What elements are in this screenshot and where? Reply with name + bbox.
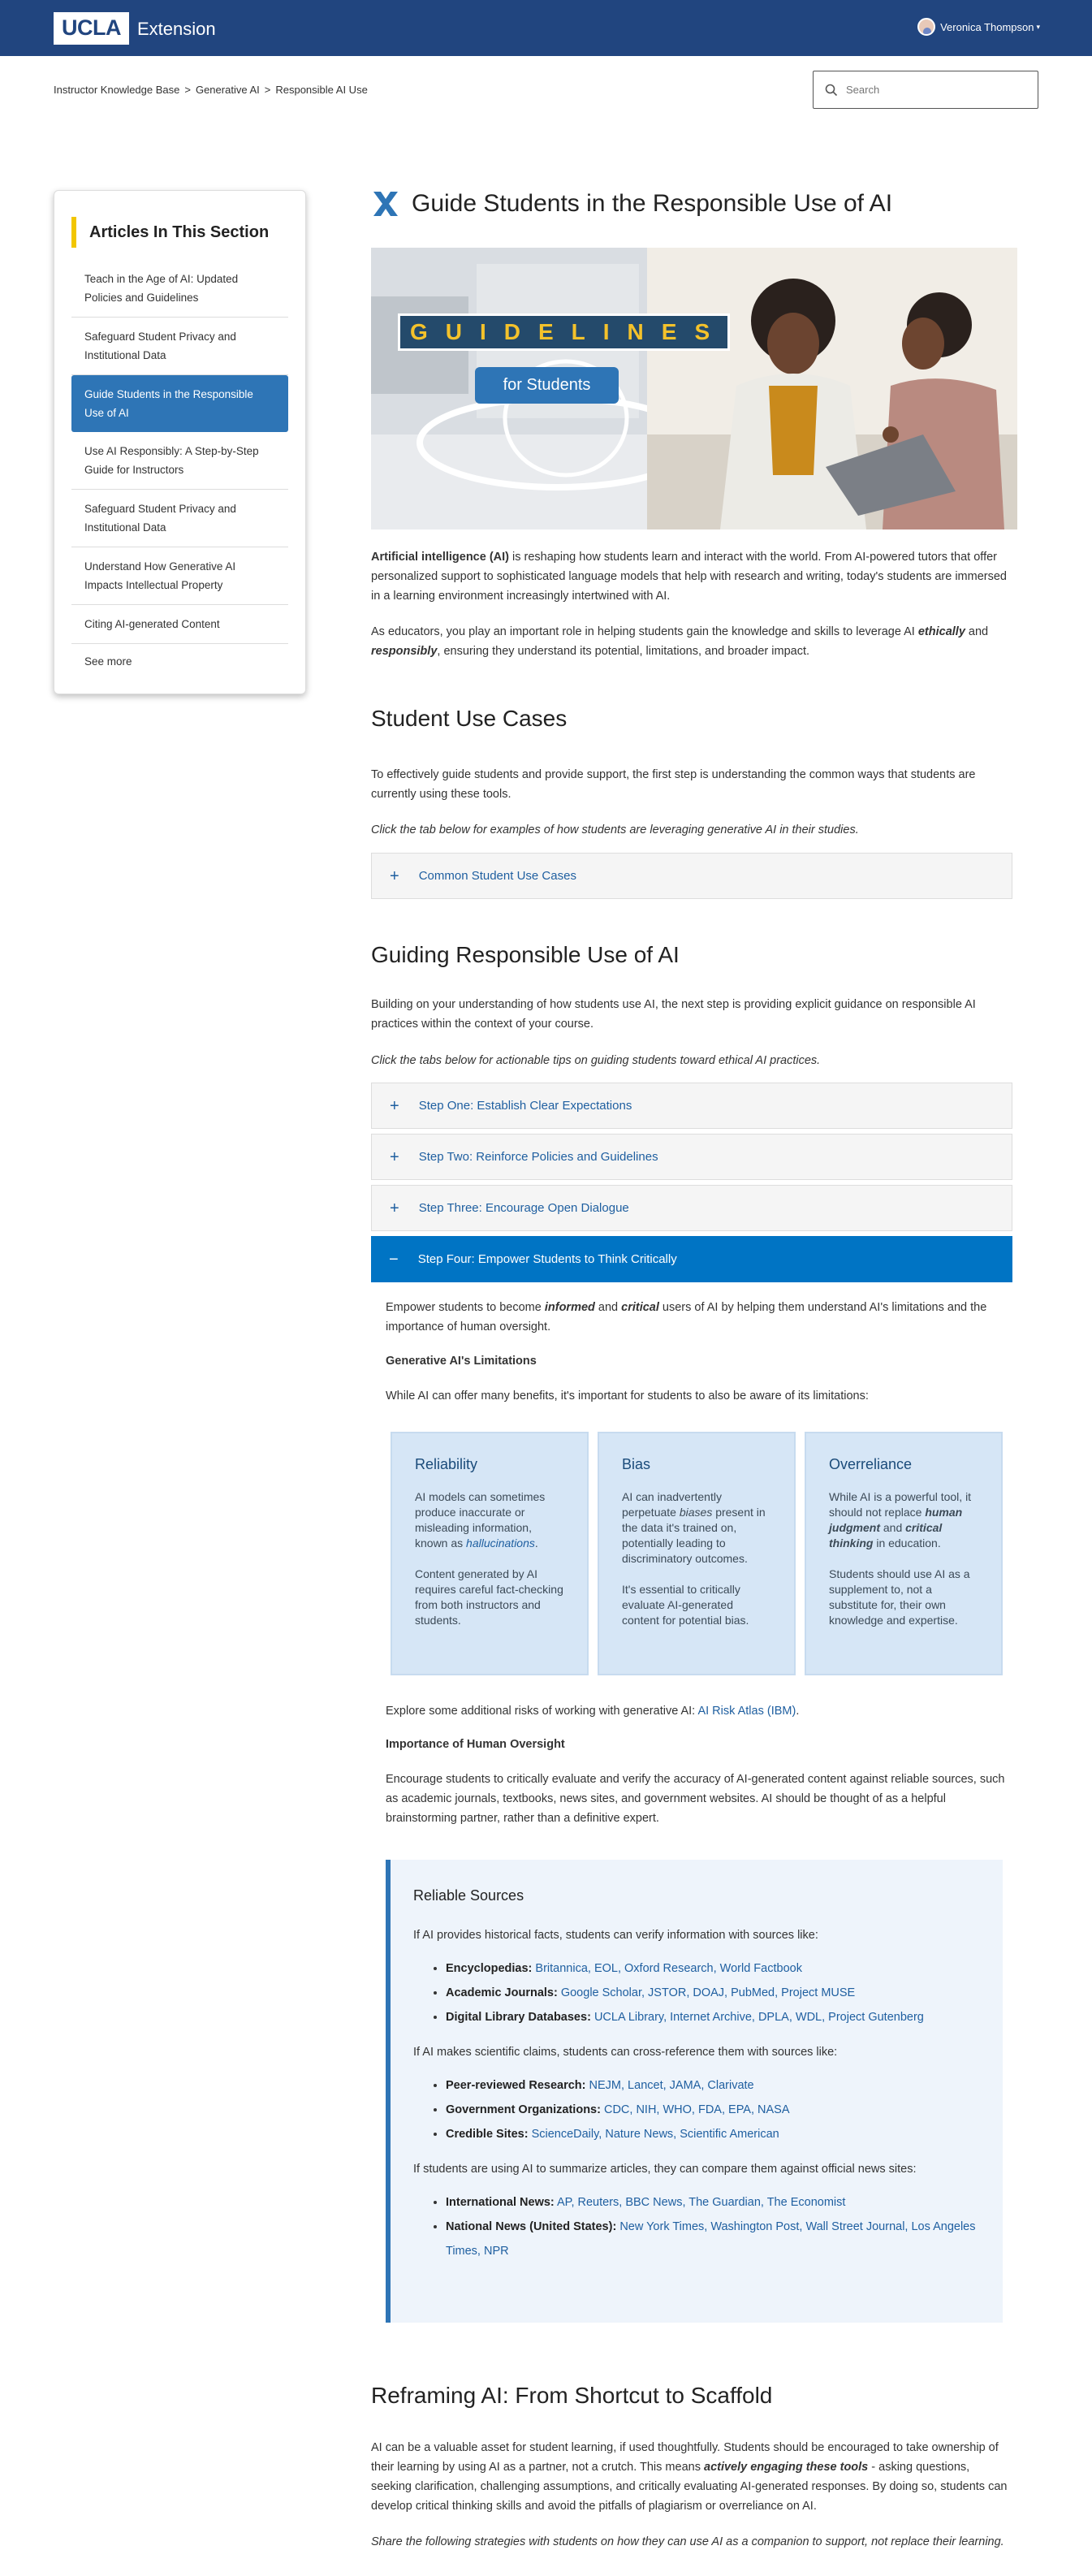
intro-paragraph-2 bbox=[371, 622, 1012, 661]
search-box[interactable] bbox=[813, 71, 1038, 109]
for-students-text: for Students bbox=[503, 376, 591, 394]
card-title: Overreliance bbox=[829, 1456, 913, 1472]
ucla-extension-logo[interactable] bbox=[54, 12, 216, 45]
search-input[interactable] bbox=[846, 84, 1025, 96]
list-item-label: Encyclopedias: bbox=[446, 1962, 533, 1975]
list-item bbox=[446, 1981, 980, 2005]
intro-2-text-c: and bbox=[965, 625, 989, 638]
credible-site-links[interactable]: ScienceDaily, Nature News, Scientific American bbox=[531, 2128, 779, 2141]
card-text bbox=[829, 1489, 978, 1551]
breadcrumb-knowledge-base[interactable]: Instructor Knowledge Base bbox=[54, 84, 180, 96]
use-cases-instruction: Click the tab below for examples of how students are leveraging generative AI in their studies. bbox=[371, 823, 859, 836]
accordion-step-three[interactable] bbox=[371, 1185, 1012, 1231]
sidebar-title: Articles In This Section bbox=[71, 217, 288, 248]
card-text-c: present in the data it's trained on, potentially leading to discriminatory outcomes. bbox=[622, 1506, 766, 1565]
limitations-heading: Generative AI's Limitations bbox=[386, 1355, 537, 1368]
news-sources-list bbox=[446, 2190, 980, 2263]
logo-extension-text: Extension bbox=[137, 19, 216, 39]
limitations-intro: While AI can offer many benefits, it's important for students to also be aware of its limitations: bbox=[386, 1390, 869, 1403]
article-title-row bbox=[371, 189, 892, 218]
minus-icon: − bbox=[389, 1250, 399, 1269]
critical-thinking-term: critical thinking bbox=[829, 1521, 943, 1549]
list-item bbox=[446, 2190, 980, 2215]
see-more-link[interactable]: See more bbox=[84, 655, 132, 668]
list-item-label: Government Organizations: bbox=[446, 2103, 601, 2116]
card-text-a: AI models can sometimes produce inaccurate or misleading information, known as bbox=[415, 1490, 546, 1549]
list-item bbox=[446, 2122, 980, 2146]
breadcrumb-generative-ai[interactable]: Generative AI bbox=[195, 84, 260, 96]
accordion-label: Step Four: Empower Students to Think Critically bbox=[417, 1252, 677, 1266]
breadcrumb-separator: > bbox=[184, 84, 191, 96]
card-text-2: Students should use AI as a supplement to, not a substitute for, their own knowledge and expertise. bbox=[829, 1567, 970, 1627]
sidebar-item-citing-ai[interactable]: Citing AI-generated Content bbox=[71, 605, 288, 644]
page-title: Guide Students in the Responsible Use of AI bbox=[412, 190, 893, 217]
reliable-sources-box bbox=[386, 1860, 1003, 2323]
intro-bold-term: Artificial intelligence (AI) bbox=[371, 551, 509, 564]
international-news-links[interactable]: AP, Reuters, BBC News, The Guardian, The Economist bbox=[556, 2196, 846, 2209]
intro-1-text: is reshaping how students learn and interact with the world. From AI-powered tutors that offer personalized support to sophisticated language models that help with research and writing, today's students are immersed in a learning environment increasingly intertwined with AI. bbox=[371, 551, 1007, 603]
intro-paragraph-1 bbox=[371, 547, 1012, 606]
reliable-sources-title: Reliable Sources bbox=[413, 1887, 524, 1904]
card-bias bbox=[598, 1432, 796, 1675]
list-item-label: Credible Sites: bbox=[446, 2128, 529, 2141]
sidebar-item-guide-students[interactable]: Guide Students in the Responsible Use of AI bbox=[71, 375, 288, 432]
breadcrumb bbox=[54, 84, 368, 96]
card-text-2: It's essential to critically evaluate AI-generated content for potential bias. bbox=[622, 1583, 749, 1627]
logo-ucla-text: UCLA bbox=[54, 12, 129, 45]
step4-critical: critical bbox=[621, 1301, 659, 1314]
academic-journal-links[interactable]: Google Scholar, JSTOR, DOAJ, PubMed, Project MUSE bbox=[560, 1986, 856, 1999]
encyclopedia-links[interactable]: Britannica, EOL, Oxford Research, World Factbook bbox=[535, 1962, 802, 1975]
biases-term: biases bbox=[679, 1506, 713, 1519]
reframing-heading: Reframing AI: From Shortcut to Scaffold bbox=[371, 2383, 773, 2408]
list-item-label: International News: bbox=[446, 2196, 555, 2209]
list-item-label: Digital Library Databases: bbox=[446, 2011, 591, 2024]
sidebar-item-intellectual-property[interactable]: Understand How Generative AI Impacts Intellectual Property bbox=[71, 547, 288, 605]
risk-atlas-paragraph bbox=[386, 1701, 1011, 1721]
breadcrumb-responsible-ai-use[interactable]: Responsible AI Use bbox=[275, 84, 368, 96]
card-text bbox=[415, 1489, 564, 1551]
accordion-label: Step One: Establish Clear Expectations bbox=[418, 1099, 632, 1113]
card-overreliance bbox=[805, 1432, 1003, 1675]
list-item bbox=[446, 2098, 980, 2122]
sidebar-item-safeguard-privacy-2[interactable]: Safeguard Student Privacy and Institutional Data bbox=[71, 490, 288, 547]
student-use-cases-heading: Student Use Cases bbox=[371, 706, 568, 731]
card-text-a: AI can inadvertently perpetuate bbox=[622, 1490, 722, 1519]
step4-informed: informed bbox=[544, 1301, 595, 1314]
scientific-sources-list bbox=[446, 2073, 980, 2146]
articles-sidebar bbox=[54, 190, 306, 694]
list-item bbox=[446, 2073, 980, 2098]
user-menu[interactable] bbox=[917, 18, 1040, 36]
x-icon bbox=[371, 189, 400, 218]
government-org-links[interactable]: CDC, NIH, WHO, FDA, EPA, NASA bbox=[603, 2103, 790, 2116]
peer-reviewed-links[interactable]: NEJM, Lancet, JAMA, Clarivate bbox=[589, 2079, 754, 2092]
card-text-2: Content generated by AI requires careful fact-checking from both instructors and students. bbox=[415, 1567, 563, 1627]
human-oversight-paragraph: Encourage students to critically evaluate and verify the accuracy of AI-generated content against reliable sources, such as academic journals, textbooks, news sites, and government websites. AI should be thought of as a helpful brainstorming partner, rather than a definitive expert. bbox=[386, 1773, 1005, 1825]
for-students-badge bbox=[475, 367, 619, 404]
reframing-text-c: - asking questions, seeking clarification, challenging assumptions, and critically evaluating AI-generated responses. By doing so, students can develop critical thinking skills and avoid the pitfalls of plagiarism or overreliance on AI. bbox=[371, 2461, 1008, 2513]
sources-intro-historical: If AI provides historical facts, students can verify information with sources like: bbox=[413, 1929, 818, 1942]
intro-2-responsibly: responsibly bbox=[371, 645, 438, 658]
guidelines-banner-text: GUIDELINES bbox=[398, 313, 730, 351]
plus-icon: + bbox=[390, 1096, 399, 1115]
list-item-label: Academic Journals: bbox=[446, 1986, 558, 1999]
human-judgment-term: human judgment bbox=[829, 1506, 963, 1534]
plus-icon: + bbox=[390, 1148, 399, 1166]
step4-text-a: Empower students to become bbox=[386, 1301, 545, 1314]
top-header bbox=[0, 0, 1092, 56]
sources-intro-news: If students are using AI to summarize articles, they can compare them against official news sites: bbox=[413, 2163, 917, 2176]
search-icon bbox=[825, 84, 838, 97]
user-name: Veronica Thompson bbox=[940, 20, 1034, 33]
actively-engaging-term: actively engaging these tools bbox=[704, 2461, 869, 2474]
breadcrumb-separator: > bbox=[264, 84, 271, 96]
accordion-step-two[interactable] bbox=[371, 1134, 1012, 1180]
guiding-heading: Guiding Responsible Use of AI bbox=[371, 942, 680, 967]
accordion-common-use-cases[interactable] bbox=[371, 853, 1012, 899]
sources-intro-scientific: If AI makes scientific claims, students can cross-reference them with sources like: bbox=[413, 2046, 838, 2059]
historical-sources-list bbox=[446, 1956, 980, 2029]
card-reliability bbox=[391, 1432, 589, 1675]
risk-text: Explore some additional risks of working with generative AI: bbox=[386, 1705, 698, 1718]
accordion-step-one[interactable] bbox=[371, 1083, 1012, 1129]
plus-icon: + bbox=[390, 1199, 399, 1217]
ai-risk-atlas-link[interactable]: AI Risk Atlas (IBM) bbox=[697, 1705, 796, 1718]
guiding-paragraph: Building on your understanding of how students use AI, the next step is providing explicit guidance on responsible AI practices within the context of your course. bbox=[371, 998, 976, 1031]
accordion-label: Step Three: Encourage Open Dialogue bbox=[418, 1201, 629, 1215]
card-text-c: . bbox=[534, 1537, 538, 1549]
risk-period: . bbox=[796, 1705, 800, 1718]
intro-2-ethically: ethically bbox=[917, 625, 965, 638]
card-text-e: in education. bbox=[873, 1537, 941, 1549]
accordion-label: Step Two: Reinforce Policies and Guidelines bbox=[418, 1150, 658, 1164]
sidebar-item-safeguard-privacy[interactable]: Safeguard Student Privacy and Institutional Data bbox=[71, 318, 288, 375]
accordion-step-four[interactable] bbox=[371, 1236, 1012, 1282]
step4-text-e: users of AI by helping them understand AI's limitations and the importance of human oversight. bbox=[386, 1301, 987, 1333]
hallucinations-term: hallucinations bbox=[466, 1537, 535, 1549]
accordion-label: Common Student Use Cases bbox=[418, 869, 576, 883]
list-item-label: National News (United States): bbox=[446, 2220, 617, 2233]
reframing-instruction: Share the following strategies with students on how they can use AI as a companion to support, not replace their learning. bbox=[371, 2535, 1004, 2548]
intro-2-text-a: As educators, you play an important role in helping students gain the knowledge and skills to leverage AI bbox=[371, 625, 918, 638]
card-title: Bias bbox=[622, 1456, 651, 1472]
step4-text-c: and bbox=[594, 1301, 622, 1314]
human-oversight-heading: Importance of Human Oversight bbox=[386, 1738, 565, 1751]
list-item-label: Peer-reviewed Research: bbox=[446, 2079, 586, 2092]
plus-icon: + bbox=[390, 867, 399, 885]
step-four-intro bbox=[386, 1298, 1011, 1337]
list-item bbox=[446, 1956, 980, 1981]
guidelines-banner bbox=[398, 313, 730, 351]
national-news-links[interactable]: New York Times, Washington Post, Wall Street Journal, Los Angeles Times, NPR bbox=[446, 2220, 976, 2258]
list-item bbox=[446, 2005, 980, 2029]
reframing-paragraph bbox=[371, 2438, 1012, 2516]
use-cases-paragraph: To effectively guide students and provide support, the first step is understanding the common ways that students are currently using these tools. bbox=[371, 768, 976, 801]
chevron-down-icon: ▾ bbox=[1036, 22, 1040, 31]
list-item bbox=[446, 2215, 980, 2263]
intro-2-text-e: , ensuring they understand its potential, limitations, and broader impact. bbox=[437, 645, 810, 658]
card-text-a: While AI is a powerful tool, it should not replace bbox=[829, 1490, 972, 1519]
hero-image bbox=[371, 248, 1017, 529]
sidebar-item-teach-age-of-ai[interactable]: Teach in the Age of AI: Updated Policies and Guidelines bbox=[71, 260, 288, 318]
card-text-c: and bbox=[880, 1521, 906, 1534]
card-text bbox=[622, 1489, 771, 1567]
sidebar-item-use-ai-responsibly[interactable]: Use AI Responsibly: A Step-by-Step Guide for Instructors bbox=[71, 432, 288, 490]
avatar bbox=[917, 18, 935, 36]
reframing-text-a: AI can be a valuable asset for student learning, if used thoughtfully. Students should be encouraged to take ownership of their learning by using AI as a partner, not a crutch. This means bbox=[371, 2441, 999, 2474]
digital-library-links[interactable]: UCLA Library, Internet Archive, DPLA, WDL, Project Gutenberg bbox=[593, 2011, 924, 2024]
card-title: Reliability bbox=[415, 1456, 478, 1472]
guiding-instruction: Click the tabs below for actionable tips on guiding students toward ethical AI practices. bbox=[371, 1054, 821, 1067]
